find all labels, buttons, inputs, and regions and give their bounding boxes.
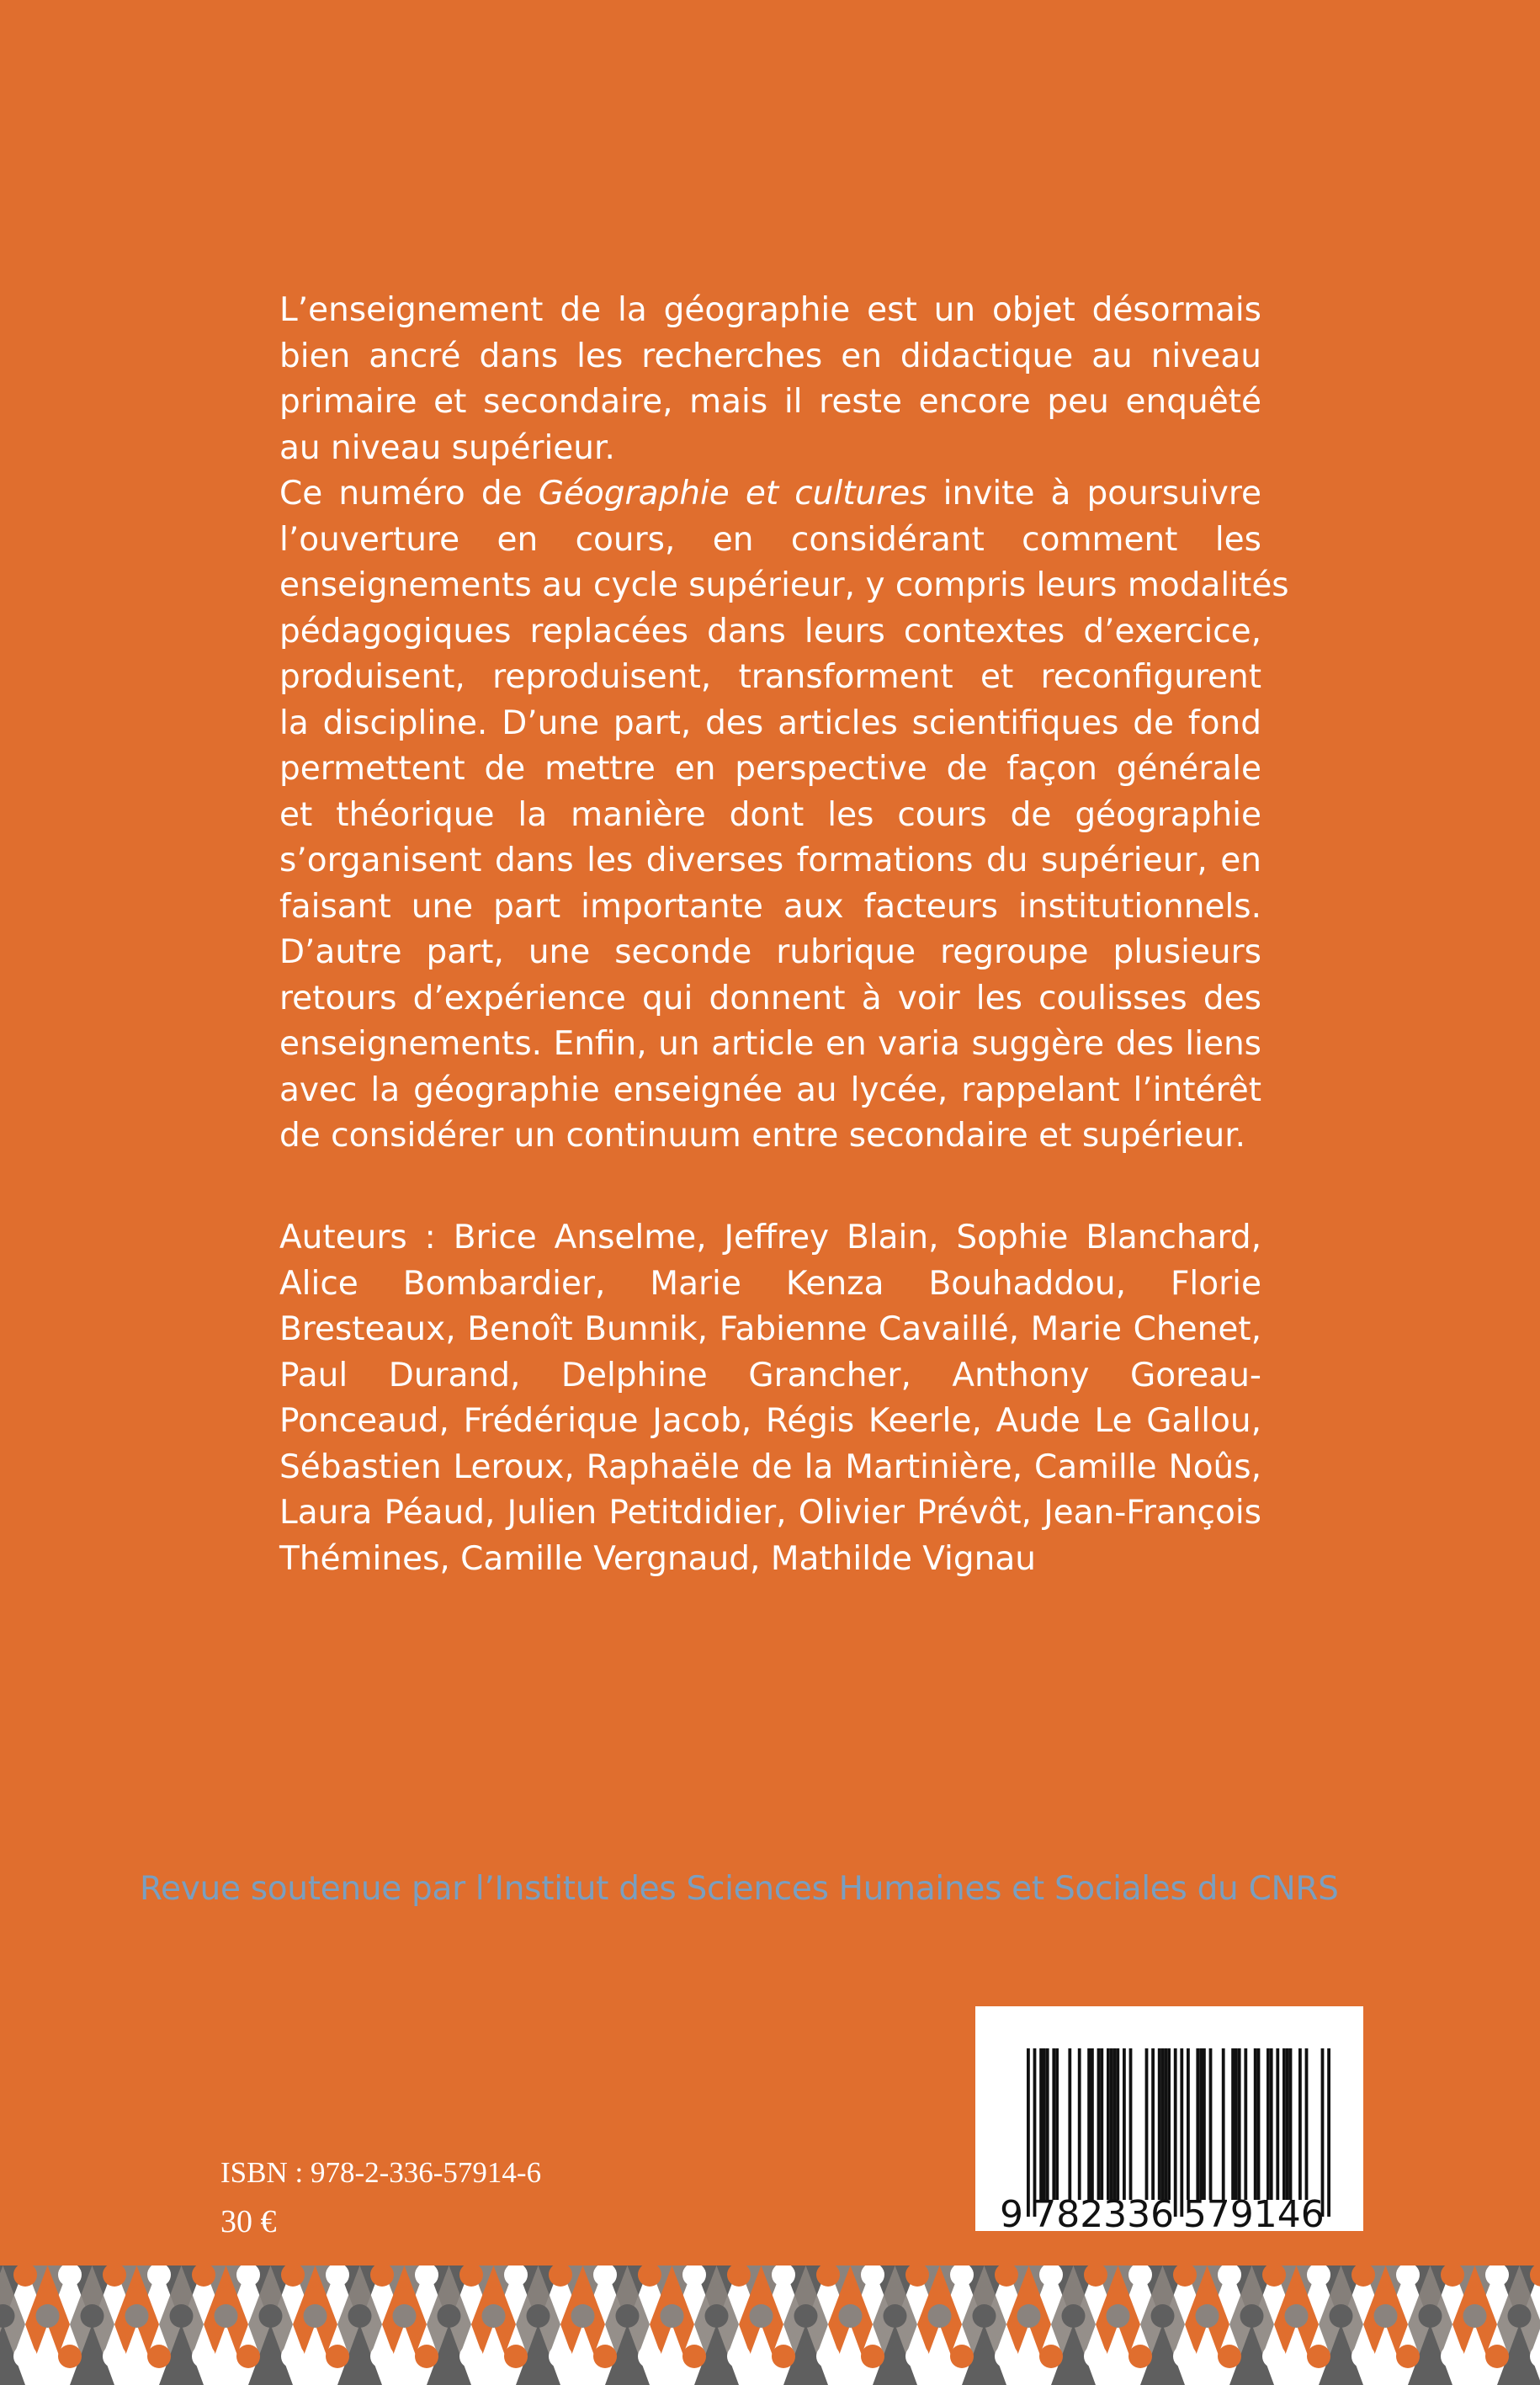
barcode-bar	[1145, 2048, 1149, 2200]
barcode-bar	[1123, 2048, 1126, 2200]
text-line: Sébastien Leroux, Raphaële de la Martinière, Camille Noûs,	[279, 1447, 1261, 1486]
barcode-bar	[1078, 2048, 1081, 2200]
text-line: L’enseignement de la géographie est un objet désormais	[279, 291, 1261, 329]
text-line: enseignements. Enfin, un article en varia suggère des liens	[279, 1025, 1261, 1063]
decorative-pattern-band	[0, 2265, 1540, 2385]
barcode-bar	[1286, 2048, 1289, 2200]
text-line: la discipline. D’une part, des articles scientifiques de fond	[279, 704, 1261, 742]
barcode-bar	[1087, 2048, 1091, 2200]
barcode-bar	[1244, 2048, 1247, 2200]
text-line: bien ancré dans les recherches en didactique au niveau	[279, 337, 1261, 375]
text-line: Auteurs : Brice Anselme, Jeffrey Blain, Sophie Blanchard,	[279, 1219, 1261, 1256]
barcode-bar	[1161, 2048, 1165, 2200]
text-line: Bresteaux, Benoît Bunnik, Fabienne Cavaillé, Marie Chenet,	[279, 1310, 1261, 1348]
text-line: pédagogiques replacées dans leurs contextes d’exercice,	[279, 612, 1261, 651]
text-line: l’ouverture en cours, en considérant comment les	[279, 520, 1261, 559]
barcode-bar	[1276, 2048, 1279, 2200]
barcode-bar	[1254, 2048, 1257, 2200]
barcode-bar	[1116, 2048, 1119, 2200]
barcode	[975, 2006, 1363, 2231]
barcode-digits: 782336	[1033, 2193, 1175, 2231]
barcode-digits: 9	[1000, 2193, 1023, 2231]
back-cover-summary	[279, 288, 1289, 1160]
barcode-bar	[1164, 2048, 1167, 2200]
cnrs-support-note: Revue soutenue par l’Institut des Sciences Humaines et Sociales du CNRS	[140, 1870, 1339, 1908]
text-line: D’autre part, une seconde rubrique regroupe plusieurs	[279, 933, 1261, 971]
barcode-bar	[1209, 2048, 1213, 2200]
text-line: retours d’expérience qui donnent à voir les coulisses des	[279, 979, 1261, 1017]
barcode-bar	[1327, 2048, 1330, 2217]
barcode-bar	[1235, 2048, 1238, 2200]
text-line: Laura Péaud, Julien Petitdidier, Olivier Prévôt, Jean-François	[279, 1494, 1261, 1532]
barcode-bar	[1033, 2048, 1037, 2217]
barcode-bar	[1167, 2048, 1171, 2200]
barcode-bar	[1046, 2048, 1049, 2200]
barcode-bar	[1107, 2048, 1110, 2200]
isbn: ISBN : 978-2-336-57914-6	[220, 2156, 542, 2189]
barcode-bar	[1100, 2048, 1103, 2200]
text-line: permettent de mettre en perspective de façon générale	[279, 750, 1261, 788]
barcode-bar	[1113, 2048, 1117, 2200]
authors-list	[279, 1215, 1261, 1582]
price: 30 €	[220, 2204, 277, 2239]
barcode-bar	[1298, 2048, 1302, 2200]
barcode-bar	[1231, 2048, 1235, 2200]
barcode-bar	[1305, 2048, 1309, 2200]
barcode-bar	[1158, 2048, 1161, 2200]
text-line: primaire et secondaire, mais il reste encore peu enquêté	[279, 383, 1261, 421]
barcode-bar	[1180, 2048, 1183, 2217]
text-line: faisant une part importante aux facteurs institutionnels.	[279, 887, 1261, 926]
barcode-bar	[1289, 2048, 1293, 2200]
barcode-bar	[1151, 2048, 1155, 2200]
barcode-bar	[1196, 2048, 1199, 2200]
journal-title: Géographie et cultures	[538, 475, 927, 513]
text-line: Alice Bombardier, Marie Kenza Bouhaddou, Florie	[279, 1264, 1261, 1303]
text-line: Ce numéro de Géographie et cultures invite à poursuivre	[279, 475, 1262, 513]
barcode-bar	[1068, 2048, 1071, 2200]
text-line: enseignements au cycle supérieur, y compris leurs modalités	[279, 566, 1289, 604]
barcode-bars	[975, 2006, 1363, 2231]
barcode-bar	[1270, 2048, 1273, 2200]
barcode-bar	[1187, 2048, 1190, 2200]
text-line: au niveau supérieur.	[279, 428, 615, 467]
text-line: Thémines, Camille Vergnaud, Mathilde Vignau	[279, 1539, 1036, 1578]
barcode-bar	[1222, 2048, 1225, 2200]
barcode-bar	[1267, 2048, 1270, 2200]
text-line: Paul Durand, Delphine Grancher, Anthony Goreau-	[279, 1356, 1261, 1394]
barcode-digits: 579146	[1182, 2193, 1325, 2231]
text-line: Ponceaud, Frédérique Jacob, Régis Keerle, Aude Le Gallou,	[279, 1402, 1261, 1440]
barcode-bar	[1282, 2048, 1286, 2200]
text-line: et théorique la manière dont les cours de géographie	[279, 795, 1261, 834]
text-line: s’organisent dans les diverses formations du supérieur, en	[279, 842, 1261, 879]
barcode-bar	[1238, 2048, 1241, 2200]
barcode-bar	[1052, 2048, 1055, 2200]
barcode-bar	[1174, 2048, 1177, 2217]
barcode-bar	[1097, 2048, 1101, 2200]
text-line: de considérer un continuum entre secondaire et supérieur.	[279, 1117, 1246, 1155]
text-line: avec la géographie enseignée au lycée, rappelant l’intérêt	[279, 1070, 1261, 1109]
barcode-bar	[1129, 2048, 1133, 2200]
barcode-bar	[1055, 2048, 1059, 2200]
barcode-bar	[1203, 2048, 1206, 2200]
barcode-bar	[1257, 2048, 1261, 2200]
barcode-bar	[1091, 2048, 1094, 2200]
barcode-bar	[1110, 2048, 1113, 2200]
barcode-bar	[1027, 2048, 1030, 2217]
text-line: produisent, reproduisent, transforment et reconfigurent	[279, 658, 1261, 696]
barcode-bar	[1043, 2048, 1046, 2200]
barcode-bar	[1039, 2048, 1043, 2200]
barcode-bar	[1199, 2048, 1203, 2200]
barcode-bar	[1321, 2048, 1325, 2217]
